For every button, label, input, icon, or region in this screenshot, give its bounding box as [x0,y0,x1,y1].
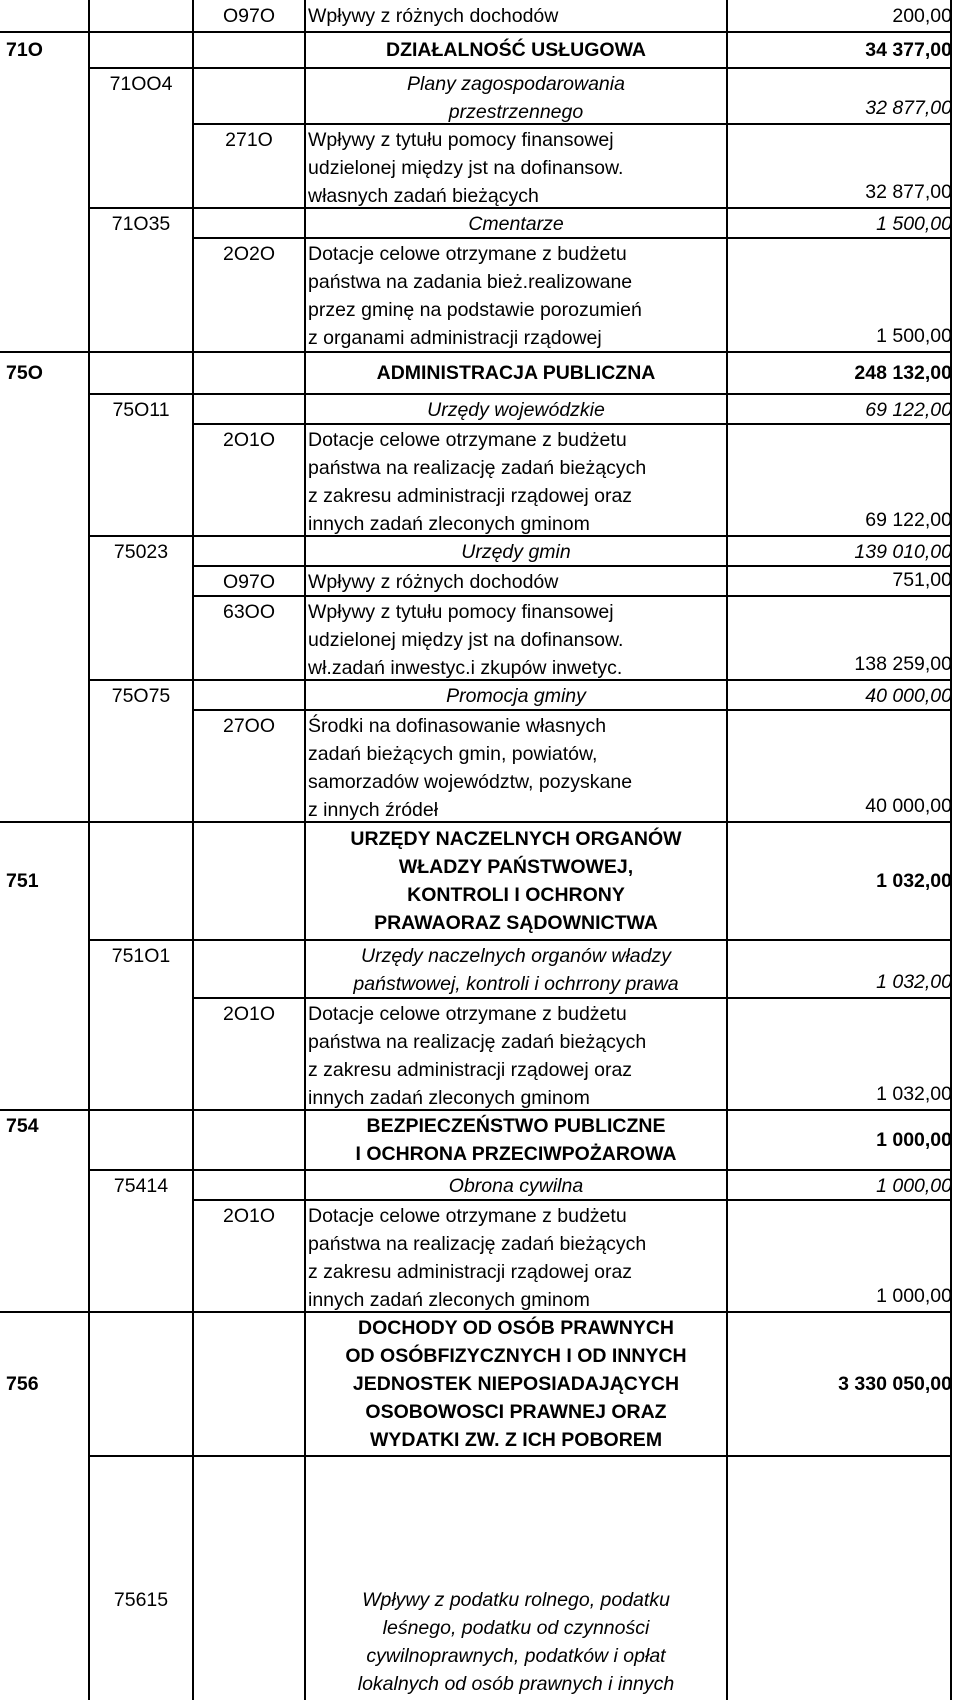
item-name [306,426,726,538]
paragraf-code: 63OO [222,601,276,623]
item-name [306,682,726,710]
table-row [0,0,952,32]
item-name [306,1202,726,1314]
column-divider [950,0,952,1700]
rozdzial-code: 751O1 [111,945,171,967]
column-divider [192,0,194,1700]
table-row [0,998,952,1110]
item-name [306,359,726,387]
item-name-line: Promocja gminy [446,685,586,707]
item-name [306,2,726,30]
row-divider [90,1169,952,1171]
item-name-line: udzielonej między jst na dofinansow. [308,157,624,179]
item-name [306,396,726,424]
amount: 69 122,00 [865,399,952,421]
amount: 1 032,00 [876,1083,952,1105]
table-row [0,940,952,998]
item-name-line: DZIAŁALNOŚĆ USŁUGOWA [386,39,646,61]
rozdzial-code: 71OO4 [109,73,173,95]
item-name-line: DOCHODY OD OSÓB PRAWNYCH [358,1317,674,1339]
paragraf-code: O97O [222,571,276,593]
item-name-line: innych zadań zleconych gminom [308,1289,590,1311]
item-name-line: z organami administracji rządowej [308,327,602,349]
amount: 1 500,00 [876,213,952,235]
paragraf-code: O97O [222,5,276,27]
item-name [306,36,726,64]
row-divider [0,1311,952,1313]
table-row [0,680,952,710]
paragraf-code: 2O1O [222,1205,276,1227]
row-divider [194,709,952,711]
amount: 1 032,00 [876,870,952,892]
column-divider [88,0,90,1700]
row-divider [194,595,952,597]
column-divider [726,0,728,1700]
item-name-line: I OCHRONA PRZECIWPOŻAROWA [355,1143,677,1165]
amount: 1 032,00 [876,971,952,993]
amount: 200,00 [892,5,952,27]
item-name-line: lokalnych od osób prawnych i innych [357,1673,675,1695]
item-name-line: leśnego, podatku od czynności [382,1617,650,1639]
amount: 40 000,00 [865,795,952,817]
table-row [0,424,952,536]
item-name-line: Dotacje celowe otrzymane z budżetu [308,1003,627,1025]
item-name-line: cywilnoprawnych, podatków i opłat [366,1645,666,1667]
item-name-line: z zakresu administracji rządowej oraz [308,1261,633,1283]
item-name-line: własnych zadań bieżących [308,185,539,207]
row-divider [194,423,952,425]
table-row [0,536,952,566]
item-name-line: przez gminę na podstawie porozumień [308,299,642,321]
item-name [306,1112,726,1168]
row-divider [194,237,952,239]
dzial-code: 75O [6,362,43,384]
item-name-line: Dotacje celowe otrzymane z budżetu [308,429,627,451]
item-name-line: Wpływy z tytułu pomocy finansowej [308,129,614,151]
item-name-line: Obrona cywilna [448,1175,584,1197]
item-name-line: WŁADZY PAŃSTWOWEJ, [398,856,634,878]
item-name [306,825,726,937]
item-name [306,568,726,596]
row-divider [90,1455,952,1457]
row-divider [90,207,952,209]
paragraf-code: 27OO [222,715,276,737]
item-name [306,942,726,998]
item-name [306,70,726,126]
row-divider [0,821,952,823]
dzial-code: 71O [6,39,43,61]
item-name-line: państwa na realizację zadań bieżących [308,1031,647,1053]
table-row [0,566,952,596]
item-name-line: Urzędy gmin [461,541,571,563]
item-name-line: Cmentarze [468,213,564,235]
amount: 40 000,00 [865,685,952,707]
item-name [306,240,726,352]
item-name-line: OSOBOWOSCI PRAWNEJ ORAZ [365,1401,667,1423]
table-row [0,1456,952,1700]
table-row [0,1312,952,1456]
row-divider [194,1199,952,1201]
item-name-line: ADMINISTRACJA PUBLICZNA [376,362,656,384]
amount: 32 877,00 [865,97,952,119]
row-divider [0,351,952,353]
row-divider [90,939,952,941]
row-divider [90,535,952,537]
item-name [306,712,726,824]
item-name [306,210,726,238]
table-row [0,596,952,680]
table-row [0,238,952,352]
item-name-line: państwa na realizację zadań bieżących [308,1233,647,1255]
row-divider [0,1109,952,1111]
item-name-line: Wpływy z różnych dochodów [308,5,559,27]
rozdzial-code: 75615 [113,1589,169,1611]
table-row [0,352,952,394]
amount: 34 377,00 [865,39,952,61]
amount: 3 330 050,00 [838,1373,952,1395]
amount: 1 000,00 [876,1175,952,1197]
row-divider [194,997,952,999]
item-name-line: udzielonej między jst na dofinansow. [308,629,624,651]
item-name-line: Wpływy z podatku rolnego, podatku [362,1589,670,1611]
amount: 32 877,00 [865,181,952,203]
item-name [306,1172,726,1200]
rozdzial-code: 71O35 [111,213,171,235]
item-name-line: Urzędy wojewódzkie [427,399,605,421]
item-name-line: JEDNOSTEK NIEPOSIADAJĄCYCH [352,1373,680,1395]
amount: 751,00 [892,569,952,591]
table-row [0,710,952,822]
item-name-line: Plany zagospodarowania [407,73,625,95]
amount: 248 132,00 [854,362,952,384]
row-divider [90,679,952,681]
amount: 138 259,00 [854,653,952,675]
table-row [0,124,952,208]
item-name-line: państwowej, kontroli i ochrrony prawa [353,973,679,995]
row-divider [0,31,952,33]
rozdzial-code: 75O75 [111,685,171,707]
item-name [306,126,726,210]
item-name-line: z zakresu administracji rządowej oraz [308,1059,633,1081]
paragraf-code: 2O1O [222,429,276,451]
item-name [306,1314,726,1454]
amount: 69 122,00 [865,509,952,531]
item-name-line: Urzędy naczelnych organów władzy [361,945,671,967]
amount: 1 000,00 [876,1285,952,1307]
amount: 139 010,00 [854,541,952,563]
dzial-code: 754 [6,1115,39,1137]
item-name-line: państwa na zadania bież.realizowane [308,271,633,293]
item-name [306,538,726,566]
item-name-line: Dotacje celowe otrzymane z budżetu [308,1205,627,1227]
rozdzial-code: 75023 [113,541,169,563]
rozdzial-code: 75414 [113,1175,169,1197]
table-row [0,822,952,940]
row-divider [90,67,952,69]
table-row [0,1200,952,1312]
item-name-line: z innych źródeł [308,799,439,821]
item-name [306,1586,726,1698]
item-name-line: z zakresu administracji rządowej oraz [308,485,633,507]
item-name-line: URZĘDY NACZELNYCH ORGANÓW [350,828,682,850]
item-name-line: Dotacje celowe otrzymane z budżetu [308,243,627,265]
item-name-line: innych zadań zleconych gminom [308,513,590,535]
column-divider [304,0,306,1700]
table-row [0,32,952,68]
item-name-line: Wpływy z różnych dochodów [308,571,559,593]
item-name-line: przestrzennego [448,101,584,123]
table-row [0,1110,952,1170]
item-name [306,1000,726,1112]
item-name-line: WYDATKI ZW. Z ICH POBOREM [369,1429,663,1451]
item-name-line: PRAWAORAZ SĄDOWNICTWA [374,912,658,934]
item-name-line: wł.zadań inwestyc.i zkupów inwetyc. [308,657,623,679]
row-divider [194,565,952,567]
dzial-code: 756 [6,1373,39,1395]
row-divider [194,123,952,125]
item-name [306,598,726,682]
paragraf-code: 2O2O [222,243,276,265]
table-row [0,394,952,424]
item-name-line: samorzadów województw, pozyskane [308,771,633,793]
item-name-line: Wpływy z tytułu pomocy finansowej [308,601,614,623]
amount: 1 000,00 [876,1129,952,1151]
paragraf-code: 271O [225,129,273,151]
item-name-line: KONTROLI I OCHRONY [407,884,625,906]
item-name-line: BEZPIECZEŃSTWO PUBLICZNE [366,1115,666,1137]
item-name-line: Środki na dofinasowanie własnych [308,715,607,737]
row-divider [90,393,952,395]
item-name-line: innych zadań zleconych gminom [308,1087,590,1109]
item-name-line: zadań bieżących gmin, powiatów, [308,743,598,765]
table-row [0,1170,952,1200]
item-name-line: OD OSÓBFIZYCZNYCH I OD INNYCH [345,1345,687,1367]
amount: 1 500,00 [876,325,952,347]
table-row [0,68,952,124]
rozdzial-code: 75O11 [112,399,170,421]
dzial-code: 751 [6,870,39,892]
table-row [0,208,952,238]
paragraf-code: 2O1O [222,1003,276,1025]
item-name-line: państwa na realizację zadań bieżących [308,457,647,479]
